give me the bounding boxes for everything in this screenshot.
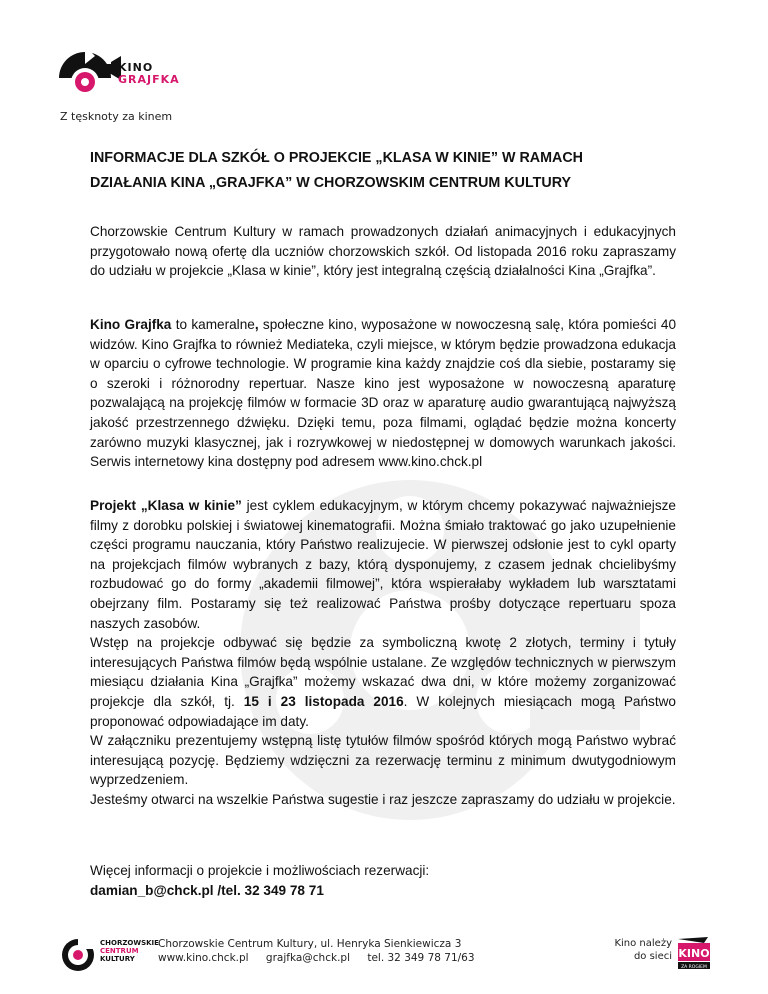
project-text: jest cyklem edukacyjnym, w którym chcemy pokazywać najważniejsze filmy z dorobku polskiej i światowej kinematografii. Można śmiało traktować go jako uzupełnienie części programu nauczania, który Państwo realizujecie. W pierwszej odsłonie jest to cykl oparty na projekcjach filmów wybranych z bazy, którą dysponujemy, z czasem jednak chcielibyśmy rozbudować go do formy „akademii filmowej”, która wspierałaby wykładem lub warsztatami obejrzany film. Postaramy się też realizować Państwa prośby dotyczące repertuaru spoza naszych zasobów. (90, 498, 676, 631)
brand-line1: KINO (118, 61, 154, 74)
footer-network-text (612, 937, 672, 963)
chck-logo-icon (60, 937, 96, 973)
footer-phone: tel. 32 349 78 71/63 (367, 952, 475, 964)
document-title (90, 146, 650, 196)
network-line2: do sieci (633, 951, 672, 962)
kino-za-rogiem-badge-icon (674, 935, 714, 971)
badge-top-text: KINO (678, 947, 710, 960)
project-lead: Projekt „Klasa w kinie” (90, 498, 242, 513)
chck-line2: CENTRUM (100, 947, 139, 955)
contact-details[interactable]: damian_b@chck.pl /tel. 32 349 78 71 (90, 882, 324, 898)
kino-grajfka-lead: Kino Grajfka (90, 317, 172, 332)
screening-dates: 15 i 23 listopada 2016 (243, 693, 404, 709)
contact-intro: Więcej informacji o projekcie i możliwościach rezerwacji: (90, 863, 430, 878)
footer-website[interactable]: www.kino.chck.pl (158, 952, 249, 964)
footer-address-line: Chorzowskie Centrum Kultury, ul. Henryka Sienkiewicza 3 (158, 938, 462, 950)
entry-text-b: . W kolejnych miesiącach mogą Państwo proponować odpowiadające im daty. (90, 693, 676, 729)
p2-text-a: to kameralne (171, 317, 255, 332)
closing-text: Jesteśmy otwarci na wszelkie Państwa sugestie i raz jeszcze zapraszamy do udziału w projekcie. (90, 791, 676, 807)
footer-email[interactable]: grajfka@chck.pl (265, 952, 350, 964)
p2-comma: , (254, 317, 259, 332)
paragraph-kino-grajfka (90, 315, 676, 472)
title-line1: INFORMACJE DLA SZKÓŁ O PROJEKCIE „KLASA W KINIE” W RAMACH (90, 150, 583, 166)
p2-text-b: społeczne kino, wyposażone w nowoczesną salę, która pomieści 40 widzów. Kino Grajfka to również Mediateka, czyli miejsce, w którym będzie prowadzona edukacja w oparciu o cyfrowe technologie. W programie kina każdy znajdzie coś dla siebie, postaramy się o szeroki i różnorodny repertuar. Nasze kino jest wyposażone w nowoczesną aparaturę pozwalającą na projekcję filmów w formacie 3D oraz w aparaturę audio gwarantującą najwyższą jakość przestrzennego dźwięku. Dzięki temu, poza filmami, oglądać będzie można koncerty zarówno muzyki klasycznej, jak i rozrywkowej w niedostępnej w domowych warunkach jakości. Serwis internetowy kina dostępny pod adresem www.kino.chck.pl (90, 317, 676, 470)
paragraph-intro-text: Chorzowskie Centrum Kultury w ramach prowadzonych działań animacyjnych i edukacyjnych przygotowało nową ofertę dla uczniów chorzowskich szkół. Od listopada 2016 roku zapraszamy do udziału w projekcie „Klasa w kinie”, który jest integralną częścią działalności Kina „Grajfka”. (90, 224, 676, 279)
brand-name (118, 62, 180, 86)
chck-line1: CHORZOWSKIE (100, 939, 159, 947)
paragraph-project (90, 496, 676, 810)
entry-text-a: Wstęp na projekcje odbywać się będzie za symboliczną kwotę 2 złotych, terminy i tytuły interesujących Państwa filmów będą wspólnie ustalane. Ze względów technicznych w pierwszym miesiącu działania Kina „Grajfka” możemy wskazać dwa dni, w które możemy zorganizować projekcje dla szkół, tj. (90, 635, 676, 709)
paragraph-intro (90, 222, 676, 281)
contact-block (90, 861, 676, 900)
network-line1: Kino należy (614, 938, 672, 949)
attachment-text: W załączniku prezentujemy wstępną listę tytułów filmów spośród których mogą Państwo wybrać interesującą pozycję. Będziemy wdzięczni za rezerwację terminu z minimum dwutygodniowym wyprzedzeniem. (90, 733, 676, 788)
footer-address (158, 937, 489, 965)
brand-line2: GRAJFKA (118, 73, 180, 86)
badge-bottom-text: ZA ROGIEM (681, 965, 707, 970)
title-line2: DZIAŁANIA KINA „GRAJFKA” W CHORZOWSKIM CENTRUM KULTURY (90, 175, 572, 191)
tagline: Z tęsknoty za kinem (60, 110, 173, 123)
chck-logo-text (100, 939, 159, 963)
chck-line3: KULTURY (100, 955, 135, 963)
